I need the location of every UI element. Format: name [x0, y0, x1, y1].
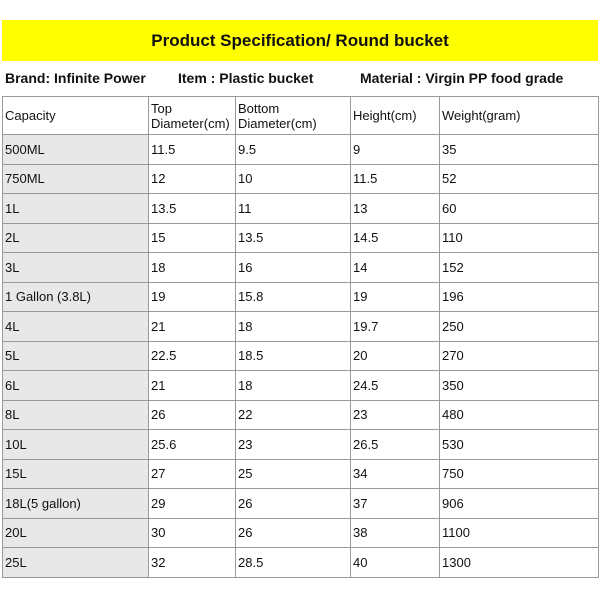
weight-cell: 480	[440, 400, 599, 430]
height-cell: 24.5	[351, 371, 440, 401]
bottom-diameter-cell: 10	[236, 164, 351, 194]
bottom-diameter-cell: 13.5	[236, 223, 351, 253]
header-bottom-diameter: Bottom Diameter(cm)	[236, 97, 351, 135]
capacity-cell: 25L	[3, 548, 149, 578]
table-row	[3, 489, 599, 519]
bottom-diameter-cell: 16	[236, 253, 351, 283]
height-cell: 14	[351, 253, 440, 283]
top-diameter-cell: 22.5	[149, 341, 236, 371]
table-row	[3, 371, 599, 401]
header-height: Height(cm)	[351, 97, 440, 135]
height-cell: 19.7	[351, 312, 440, 342]
header-top-diameter: Top Diameter(cm)	[149, 97, 236, 135]
capacity-cell: 5L	[3, 341, 149, 371]
capacity-cell: 20L	[3, 518, 149, 548]
brand-label: Brand: Infinite Power	[5, 70, 146, 86]
bottom-diameter-cell: 18	[236, 371, 351, 401]
header-capacity: Capacity	[3, 97, 149, 135]
page-title-text: Product Specification/ Round bucket	[151, 30, 449, 50]
table-row	[3, 135, 599, 165]
table-row	[3, 223, 599, 253]
height-cell: 37	[351, 489, 440, 519]
bottom-diameter-cell: 18.5	[236, 341, 351, 371]
top-diameter-cell: 27	[149, 459, 236, 489]
header-weight: Weight(gram)	[440, 97, 599, 135]
weight-cell: 250	[440, 312, 599, 342]
bottom-diameter-cell: 23	[236, 430, 351, 460]
table-row	[3, 518, 599, 548]
weight-cell: 60	[440, 194, 599, 224]
capacity-cell: 15L	[3, 459, 149, 489]
capacity-cell: 18L(5 gallon)	[3, 489, 149, 519]
table-row	[3, 282, 599, 312]
top-diameter-cell: 15	[149, 223, 236, 253]
height-cell: 40	[351, 548, 440, 578]
bottom-diameter-cell: 28.5	[236, 548, 351, 578]
weight-cell: 350	[440, 371, 599, 401]
table-row	[3, 341, 599, 371]
height-cell: 23	[351, 400, 440, 430]
capacity-cell: 1 Gallon (3.8L)	[3, 282, 149, 312]
table-row	[3, 400, 599, 430]
top-diameter-cell: 18	[149, 253, 236, 283]
top-diameter-cell: 21	[149, 312, 236, 342]
bottom-diameter-cell: 22	[236, 400, 351, 430]
capacity-cell: 6L	[3, 371, 149, 401]
bottom-diameter-cell: 26	[236, 518, 351, 548]
height-cell: 38	[351, 518, 440, 548]
weight-cell: 906	[440, 489, 599, 519]
top-diameter-cell: 13.5	[149, 194, 236, 224]
table-row	[3, 548, 599, 578]
item-label: Item : Plastic bucket	[178, 70, 314, 86]
top-diameter-cell: 21	[149, 371, 236, 401]
top-diameter-cell: 29	[149, 489, 236, 519]
top-diameter-cell: 11.5	[149, 135, 236, 165]
page-title	[2, 20, 598, 61]
table-row	[3, 430, 599, 460]
capacity-cell: 8L	[3, 400, 149, 430]
weight-cell: 1100	[440, 518, 599, 548]
weight-cell: 196	[440, 282, 599, 312]
bottom-diameter-cell: 9.5	[236, 135, 351, 165]
top-diameter-cell: 26	[149, 400, 236, 430]
weight-cell: 35	[440, 135, 599, 165]
bottom-diameter-cell: 26	[236, 489, 351, 519]
weight-cell: 1300	[440, 548, 599, 578]
spec-table	[2, 96, 599, 578]
product-meta	[0, 66, 600, 90]
height-cell: 11.5	[351, 164, 440, 194]
capacity-cell: 3L	[3, 253, 149, 283]
weight-cell: 52	[440, 164, 599, 194]
capacity-cell: 2L	[3, 223, 149, 253]
capacity-cell: 500ML	[3, 135, 149, 165]
capacity-cell: 750ML	[3, 164, 149, 194]
weight-cell: 270	[440, 341, 599, 371]
top-diameter-cell: 19	[149, 282, 236, 312]
height-cell: 34	[351, 459, 440, 489]
top-diameter-cell: 25.6	[149, 430, 236, 460]
capacity-cell: 10L	[3, 430, 149, 460]
top-diameter-cell: 12	[149, 164, 236, 194]
weight-cell: 750	[440, 459, 599, 489]
height-cell: 13	[351, 194, 440, 224]
height-cell: 20	[351, 341, 440, 371]
capacity-cell: 1L	[3, 194, 149, 224]
height-cell: 26.5	[351, 430, 440, 460]
bottom-diameter-cell: 11	[236, 194, 351, 224]
weight-cell: 110	[440, 223, 599, 253]
top-diameter-cell: 32	[149, 548, 236, 578]
table-row	[3, 459, 599, 489]
height-cell: 14.5	[351, 223, 440, 253]
bottom-diameter-cell: 18	[236, 312, 351, 342]
height-cell: 19	[351, 282, 440, 312]
bottom-diameter-cell: 15.8	[236, 282, 351, 312]
weight-cell: 530	[440, 430, 599, 460]
height-cell: 9	[351, 135, 440, 165]
table-row	[3, 312, 599, 342]
table-header-row	[3, 97, 599, 135]
bottom-diameter-cell: 25	[236, 459, 351, 489]
top-diameter-cell: 30	[149, 518, 236, 548]
weight-cell: 152	[440, 253, 599, 283]
table-row	[3, 253, 599, 283]
table-row	[3, 164, 599, 194]
material-label: Material : Virgin PP food grade	[360, 70, 564, 86]
capacity-cell: 4L	[3, 312, 149, 342]
table-row	[3, 194, 599, 224]
